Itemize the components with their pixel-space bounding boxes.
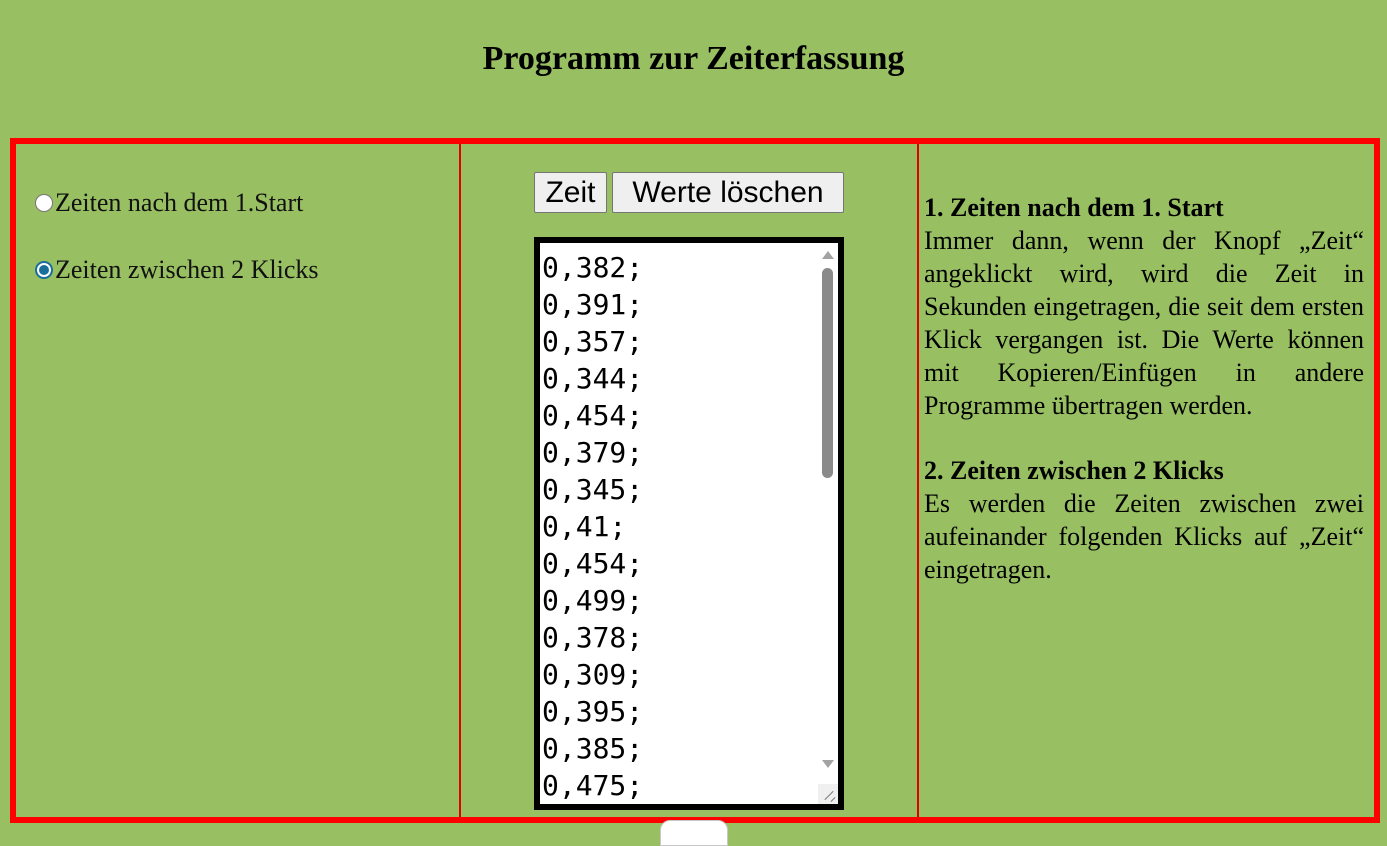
clear-values-button[interactable]: Werte löschen: [612, 172, 844, 213]
value-line: 0,454;: [542, 399, 644, 432]
help-section1-title: 1. Zeiten nach dem 1. Start: [924, 193, 1224, 222]
mode-label-between-clicks: Zeiten zwischen 2 Klicks: [55, 255, 319, 284]
timer-column: [461, 144, 919, 817]
bottom-tab-handle[interactable]: [660, 820, 728, 846]
value-line: 0,454;: [542, 547, 644, 580]
value-line: 0,391;: [542, 288, 644, 321]
scroll-up-arrow-icon[interactable]: [822, 251, 834, 259]
help-column: [919, 144, 1374, 817]
scrollbar-thumb[interactable]: [822, 268, 833, 478]
value-line: 0,385;: [542, 732, 644, 765]
value-line: 0,357;: [542, 325, 644, 358]
help-section1-text: Immer dann, wenn der Knopf „Zeit“ angeklickt wird, wird die Zeit in Sekunden eingetragen, die seit dem ersten Klick vergangen ist. Die Werte können mit Kopieren/Einfügen in andere Programme übertragen werden.: [924, 226, 1364, 420]
vertical-scrollbar[interactable]: [818, 243, 838, 804]
value-line: 0,345;: [542, 473, 644, 506]
value-line: 0,499;: [542, 584, 644, 617]
help-section2-text: Es werden die Zeiten zwischen zwei aufeinander folgenden Klicks auf „Zeit“ eingetragen.: [924, 489, 1364, 584]
radio-since-start[interactable]: [35, 194, 53, 212]
values-textarea[interactable]: [534, 237, 844, 810]
mode-label-since-start: Zeiten nach dem 1.Start: [55, 188, 304, 217]
values-list: [542, 249, 643, 804]
main-frame: [10, 138, 1380, 823]
value-line: 0,475;: [542, 769, 644, 802]
help-section2-title: 2. Zeiten zwischen 2 Klicks: [924, 456, 1224, 485]
value-line: 0,382;: [542, 251, 644, 284]
mode-option-since-start[interactable]: [35, 188, 303, 218]
resize-handle-icon[interactable]: [818, 784, 838, 804]
value-line: 0,344;: [542, 362, 644, 395]
value-line: 0,395;: [542, 695, 644, 728]
value-line: 0,378;: [542, 621, 644, 654]
scroll-down-arrow-icon[interactable]: [822, 760, 834, 768]
radio-between-clicks[interactable]: [35, 261, 53, 279]
value-line: 0,379;: [542, 436, 644, 469]
page-title: Programm zur Zeiterfassung: [482, 40, 905, 77]
value-line: 0,41;: [542, 510, 627, 543]
value-line: 0,309;: [542, 658, 644, 691]
help-text: [924, 191, 1364, 586]
mode-option-between-clicks[interactable]: [35, 255, 319, 285]
time-button[interactable]: Zeit: [534, 172, 607, 213]
mode-column: [16, 144, 461, 817]
